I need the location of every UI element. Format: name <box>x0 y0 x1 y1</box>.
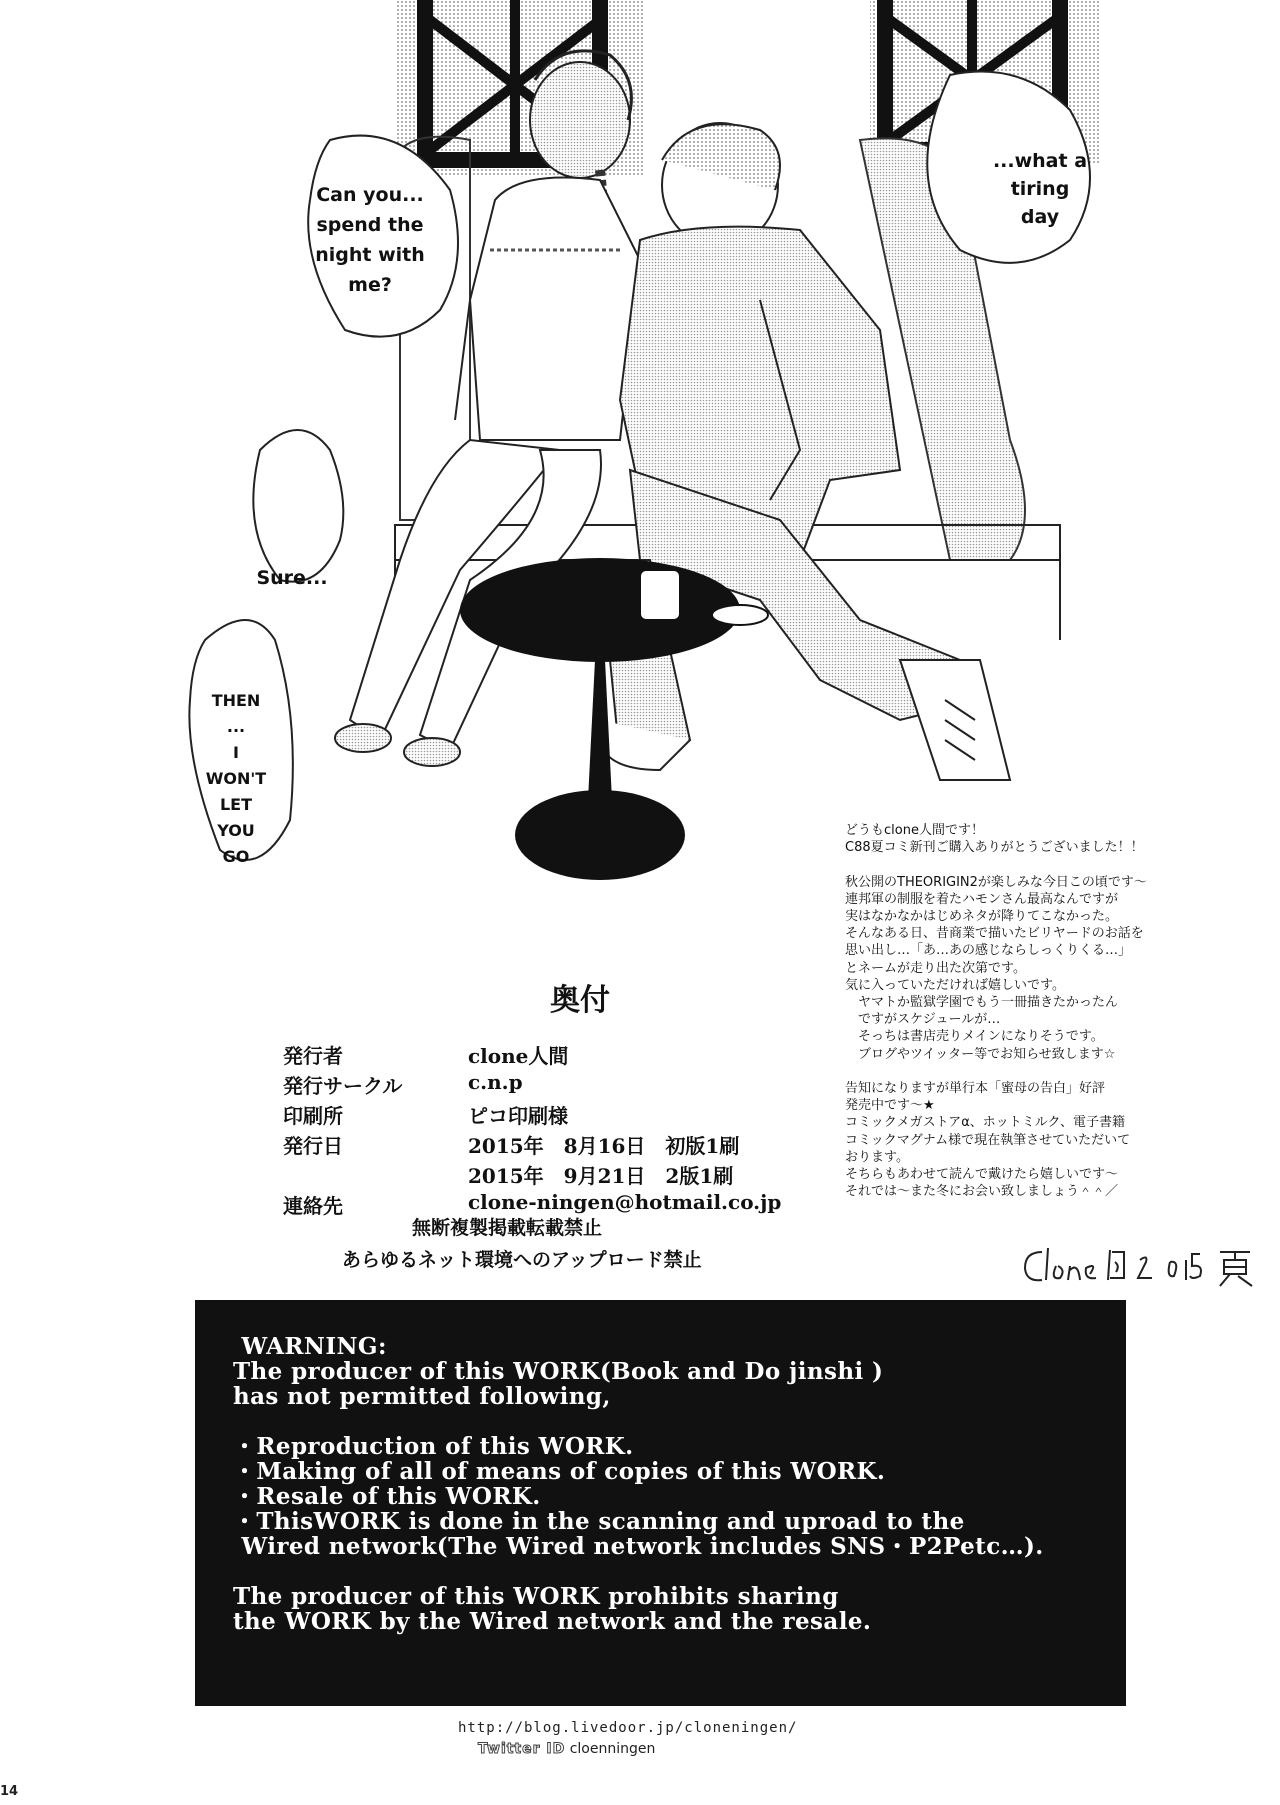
colophon-value: clone人間 <box>468 1044 569 1068</box>
blog-url: http://blog.livedoor.jp/cloneningen/ <box>458 1720 798 1736</box>
warning-text: WARNING: The producer of this WORK(Book and Do jinshi ) has not permitted following, ・Reproduction of this WORK. ・Making of all of means of copies of this WORK. ・Resale of this WORK. ・ThisWORK is done in the scanning and uproad to the Wired network(The Wired network includes SNS・P2Petc…). The producer of this WORK prohibits sharing the WORK by the Wired network and the resale. <box>233 1333 1044 1635</box>
colophon-label: 発行サークル <box>283 1074 403 1098</box>
warning-box <box>195 1300 1126 1706</box>
bubble-line: Can you... <box>316 184 424 206</box>
bubble-line: I <box>233 743 239 762</box>
handwritten-signature <box>1020 1240 1270 1290</box>
bubble-line: spend the <box>316 214 424 236</box>
afterword-line: それでは～また冬にお会い致しましょう＾＾／ <box>845 1184 1119 1200</box>
bubble-line: LET <box>219 795 253 814</box>
colophon-label: 連絡先 <box>283 1194 343 1218</box>
colophon-value: clone-ningen@hotmail.co.jp <box>468 1190 782 1214</box>
afterword-line: 実はなかなかはじめネタが降りてこなかった。 <box>845 909 1119 925</box>
bubble-line: GO <box>222 847 250 866</box>
afterword-line: 告知になりますが単行本「蜜母の告白」好評 <box>845 1081 1106 1097</box>
afterword-line: 気に入っていただければ嬉しいです。 <box>845 977 1065 993</box>
bubble-line: THEN <box>211 691 261 710</box>
afterword-line: とネームが走り出た次第です。 <box>845 960 1026 976</box>
bubble-line: tiring day <box>1010 178 1070 228</box>
bubble-text-left-bottom <box>196 688 276 870</box>
afterword-line: そっちは書店売りメインになりそうです。 <box>845 1029 1104 1045</box>
round-table <box>460 558 768 880</box>
twitter-id <box>478 1741 655 1757</box>
bubble-text-left-mid <box>252 565 332 591</box>
afterword-line: そんなある日、昔商業で描いたビリヤードのお話を <box>845 926 1144 942</box>
afterword-line: ですがスケジュールが… <box>845 1012 1001 1028</box>
bubble-line: YOU <box>217 821 255 840</box>
bubble-line: Sure... <box>256 567 328 589</box>
bubble-text-right-top <box>990 147 1090 231</box>
afterword-line: ブログやツイッター等でお知らせ致します☆ <box>845 1046 1116 1062</box>
twitter-label: Twitter ID <box>478 1741 566 1757</box>
afterword-line: おります。 <box>845 1149 909 1165</box>
afterword-line: 連邦軍の制服を着たハモンさん最高なんですが <box>845 891 1119 907</box>
bubble-line: WON'T <box>205 769 267 788</box>
bubble-line: ...what a <box>992 150 1088 172</box>
colophon-label: 発行者 <box>283 1044 343 1068</box>
colophon-label: 発行日 <box>283 1134 343 1158</box>
afterword-line: 発売中です～★ <box>845 1098 935 1114</box>
afterword-line: どうもclone人間です！ <box>845 823 984 838</box>
afterword-line: コミックメガストアα、ホットミルク、電子書籍 <box>845 1115 1126 1131</box>
colophon-title: 奥付 <box>550 983 610 1018</box>
afterword-line: そちらもあわせて読んで戴けたら嬉しいです～ <box>845 1167 1119 1183</box>
twitter-handle: cloenningen <box>569 1741 656 1757</box>
afterword-line <box>845 856 1147 873</box>
colophon-value: 2015年 9月21日 2版1刷 <box>468 1164 734 1188</box>
afterword-line <box>845 1063 1147 1080</box>
colophon-value: 2015年 8月16日 初版1刷 <box>468 1134 740 1158</box>
afterword-line: コミックマグナム様で現在執筆させていただいて <box>845 1132 1131 1148</box>
bubble-line: ... <box>226 717 246 736</box>
colophon-value: c.n.p <box>468 1070 523 1094</box>
bubble-line: night with <box>315 244 425 266</box>
afterword-line: C88夏コミ新刊ご購入ありがとうございました！！ <box>845 840 1144 856</box>
speech-bubble-left-mid <box>253 430 343 582</box>
afterword <box>845 822 1147 1200</box>
colophon-label: 印刷所 <box>283 1104 343 1128</box>
notice-no-reproduction: 無断複製掲載転載禁止 <box>412 1217 603 1239</box>
bubble-text-left-top <box>310 180 430 300</box>
afterword-line: ヤマトか監獄学園でもう一冊描きたかったん <box>845 995 1119 1011</box>
bubble-line: me? <box>348 274 392 296</box>
page-number: 14 <box>0 1784 19 1799</box>
afterword-line: 思い出し…「あ…あの感じならしっくりくる…」 <box>845 943 1132 959</box>
colophon-value: ピコ印刷様 <box>468 1104 568 1128</box>
afterword-line: 秋公開のTHEORIGIN2が楽しみな今日この頃です～ <box>845 874 1147 890</box>
notice-no-upload: あらゆるネット環境へのアップロード禁止 <box>342 1249 702 1271</box>
